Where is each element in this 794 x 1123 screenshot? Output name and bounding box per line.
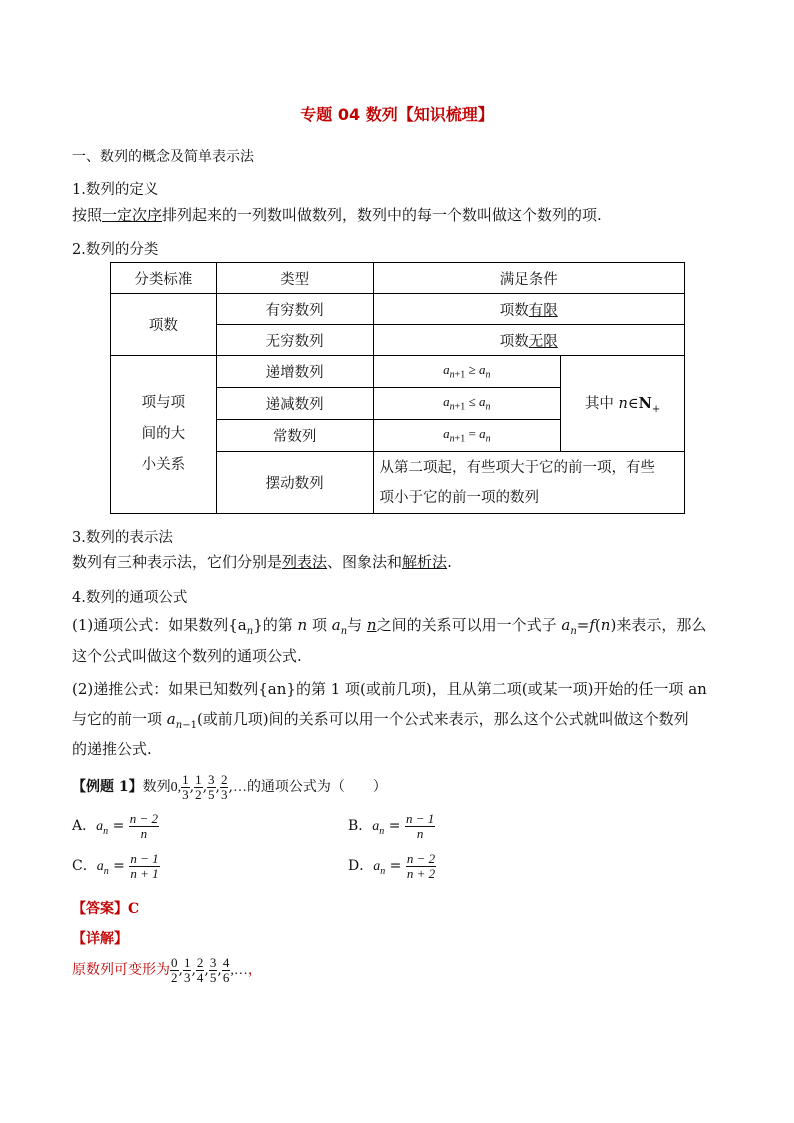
text: 与 — [347, 616, 367, 634]
formula-increasing: $a_{n+1} \ge a_n$ — [373, 356, 561, 388]
option-label: D． — [348, 858, 374, 875]
text: (或前几项)间的关系可以用一个公式来表示，那么这个公式就叫做这个数列 — [196, 710, 689, 728]
fraction: $\frac{1}{3}$ — [182, 771, 189, 802]
option-label: B． — [348, 818, 373, 835]
table-cell — [373, 325, 685, 356]
sequence-0: 0, — [170, 780, 182, 795]
detail-text: 原数列可变形为 $\frac{0}{2}$ , $\frac{1}{3}$ , $\frac{2}{4}$ , $\frac{3}{5}$ , $\frac{4}{6}$ ,…， — [72, 954, 262, 985]
text: 来表示，那么 — [616, 616, 707, 634]
answer-value: C — [128, 901, 140, 917]
heading-classification: 2.数列的分类 — [72, 242, 159, 258]
text: 、图象法和 — [327, 553, 403, 571]
text: }的第 — [253, 616, 298, 634]
text: 项数 — [499, 333, 529, 350]
fraction — [406, 852, 436, 880]
text: 之间的关系可以用一个式子 — [376, 616, 562, 634]
underlined-term: 有限 — [528, 302, 558, 319]
text: (1)通项公式：如果数列{a — [72, 616, 247, 634]
recursive-line3: 的递推公式. — [72, 740, 152, 758]
option-label: A． — [72, 818, 97, 835]
fraction — [405, 812, 435, 840]
general-term-line2: 这个公式叫做这个数列的通项公式. — [72, 647, 302, 665]
underlined-term: 无限 — [528, 333, 558, 350]
classification-table — [110, 262, 685, 514]
numerator: n − 2 — [406, 851, 436, 866]
table-header: 满足条件 — [373, 263, 685, 294]
underlined-term: 解析法 — [402, 553, 448, 571]
group-label-line: 间的大 — [141, 426, 186, 442]
table-cell: 有穷数列 — [216, 294, 373, 325]
table-note: 其中 $n\in N_+$ — [561, 356, 685, 452]
fraction: $\frac{1}{2}$ — [195, 771, 202, 802]
table-cell-group: 项数 — [111, 294, 217, 356]
answer-label: 【答案】 — [72, 901, 128, 917]
fraction: $\frac{0}{2}$ — [171, 954, 178, 985]
text-line: 从第二项起，有些项大于它的前一项，有些 — [379, 459, 655, 476]
table-cell: 摆动数列 — [216, 452, 373, 514]
detail-label: 【详解】 — [72, 931, 128, 947]
fraction: $\frac{2}{4}$ — [196, 954, 204, 985]
heading-general-term: 4.数列的通项公式 — [72, 590, 188, 606]
section-heading: 一、数列的概念及简单表示法 — [72, 149, 254, 165]
representation-text — [72, 551, 452, 573]
example-question: 【例题 1】数列0, $\frac{1}{3}$ , $\frac{1}{2}$ , $\frac{3}{5}$ , $\frac{2}{3}$ ,…的通项公式为（ ） — [72, 771, 387, 802]
numerator: n − 1 — [405, 811, 435, 826]
table-row — [111, 356, 685, 388]
heading-representation: 3.数列的表示法 — [72, 530, 173, 546]
option-c[interactable]: C．$a_n$ = $\frac{n - 1}{n + 1}$ — [72, 851, 159, 881]
example-label: 【例题 1】 — [72, 779, 143, 795]
text: 与它的前一项 — [72, 710, 167, 728]
text: ， — [247, 962, 262, 978]
text: 的通项公式为（ ） — [246, 779, 387, 795]
formula-decreasing: $a_{n+1} \le a_n$ — [373, 388, 561, 420]
group-label-line: 小关系 — [141, 457, 186, 473]
table-row — [111, 263, 685, 294]
text-line: 项小于它的前一项的数列 — [379, 489, 539, 506]
text: 数列有三种表示法，它们分别是 — [72, 553, 283, 571]
fraction — [129, 812, 159, 840]
page-title: 专题 04 数列【知识梳理】 — [300, 105, 494, 124]
table-cell: 无穷数列 — [216, 325, 373, 356]
text: . — [447, 553, 452, 571]
numerator: n − 2 — [129, 811, 159, 826]
recursive-line2: 与它的前一项 $a_{n-1}$(或前几项)间的关系可以用一个公式来表示，那么这个公式就叫做这个数列 — [72, 710, 689, 731]
text: 项数 — [499, 302, 529, 319]
denominator: n + 1 — [130, 865, 159, 881]
underlined-term: 一定次序 — [102, 206, 163, 224]
table-header: 类型 — [216, 263, 373, 294]
group-label-line: 项与项 — [141, 395, 186, 411]
fraction — [129, 852, 159, 880]
table-cell: 递增数列 — [216, 356, 373, 388]
table-cell — [373, 294, 685, 325]
table-cell-group — [111, 356, 217, 514]
table-cell — [373, 452, 685, 514]
underlined-term: 列表法 — [282, 553, 328, 571]
option-d[interactable]: D．$a_n$ = $\frac{n - 2}{n + 2}$ — [348, 851, 436, 881]
table-cell: 常数列 — [216, 420, 373, 452]
denominator: n — [140, 825, 148, 841]
text: 项 — [307, 616, 332, 634]
answer — [72, 898, 139, 918]
numerator: n − 1 — [130, 851, 159, 866]
formula-constant: $a_{n+1} = a_n$ — [373, 420, 561, 452]
fraction: $\frac{3}{5}$ — [208, 771, 215, 802]
fraction: $\frac{4}{6}$ — [222, 954, 230, 985]
fraction: $\frac{1}{3}$ — [183, 954, 191, 985]
general-term-line1: (1)通项公式：如果数列$\{a_n\}$的第 n 项 $a_n$与 n之间的关系可以用一个式子 $a_n=f(n)$来表示，那么 — [72, 616, 707, 637]
option-label: C． — [72, 858, 97, 875]
text: 数列 — [142, 779, 171, 795]
table-row — [111, 294, 685, 325]
fraction: $\frac{2}{3}$ — [220, 771, 228, 802]
table-header: 分类标准 — [111, 263, 217, 294]
text: 按照 — [72, 206, 103, 224]
definition-text — [72, 204, 602, 226]
fraction: $\frac{3}{5}$ — [209, 954, 217, 985]
option-b[interactable]: B．$a_n$ = $\frac{n - 1}{n}$ — [348, 811, 435, 841]
denominator: n + 2 — [406, 865, 436, 881]
heading-definition: 1.数列的定义 — [72, 182, 159, 198]
table-cell: 递减数列 — [216, 388, 373, 420]
text: 排列起来的一列数叫做数列，数列中的每一个数叫做这个数列的项. — [162, 206, 602, 224]
text: 原数列可变形为 — [72, 962, 170, 978]
option-a[interactable]: A．$a_n$ = $\frac{n - 2}{n}$ — [72, 811, 159, 841]
denominator: n — [416, 825, 424, 841]
recursive-line1: (2)递推公式：如果已知数列{an}的第 1 项(或前几项)，且从第二项(或某一项)开始的任一项 an — [72, 680, 707, 698]
